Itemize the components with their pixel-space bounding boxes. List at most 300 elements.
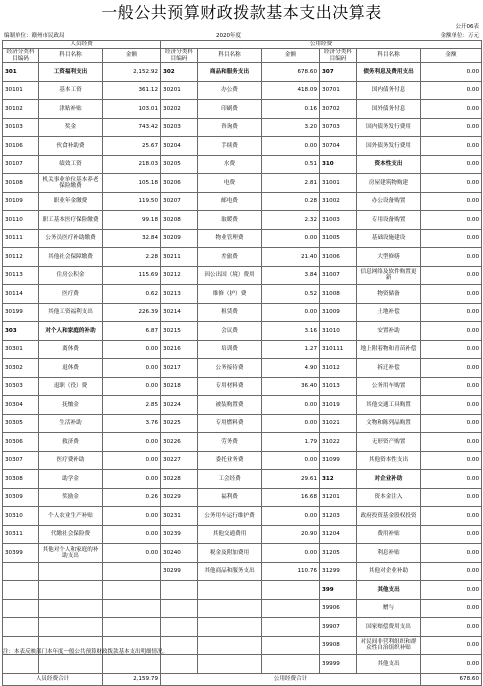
section-personnel: 人员经费 (3, 41, 161, 49)
item-code: 30301 (3, 340, 39, 359)
empty-cell (198, 655, 262, 674)
item-code: 39906 (320, 599, 357, 618)
item-name: 国外债务付息 (357, 100, 421, 119)
empty-cell (198, 618, 262, 637)
item-name: 住房公积金 (39, 266, 103, 285)
item-name: 国内债务付息 (357, 81, 421, 100)
item-name: 电费 (198, 174, 262, 193)
item-amount: 0.00 (262, 396, 320, 415)
item-amount: 6.87 (103, 322, 161, 341)
item-amount: 3.76 (103, 414, 161, 433)
item-amount: 103.01 (103, 100, 161, 119)
item-code: 30224 (161, 396, 198, 415)
item-code: 31005 (320, 229, 357, 248)
item-amount: 36.40 (262, 377, 320, 396)
col-header-name: 科目名称 (39, 49, 103, 63)
item-code: 30109 (3, 192, 39, 211)
item-name: 机关事业单位基本养老保险缴费 (39, 174, 103, 193)
item-amount: 0.00 (103, 377, 161, 396)
table-row (3, 266, 482, 285)
item-amount: 0.00 (103, 433, 161, 452)
item-name: 资本金注入 (357, 488, 421, 507)
item-name: 津贴补贴 (39, 100, 103, 119)
empty-cell (3, 562, 39, 581)
item-name: 国家赔偿费用支出 (357, 618, 421, 637)
table-row (3, 81, 482, 100)
item-code: 30106 (3, 137, 39, 156)
item-code: 30199 (3, 303, 39, 322)
item-amount: 0.00 (103, 340, 161, 359)
item-name: 其他社会保障缴费 (39, 248, 103, 267)
compiling-unit: 编制单位：赣州市民政局 (4, 33, 65, 39)
item-amount: 1.27 (262, 340, 320, 359)
item-name: 邮电费 (198, 192, 262, 211)
item-name: 维修（护）费 (198, 285, 262, 304)
item-name: 工资福利支出 (39, 63, 103, 82)
item-name: 其他工资福利支出 (39, 303, 103, 322)
item-code: 31203 (320, 507, 357, 526)
item-code: 30305 (3, 414, 39, 433)
item-code: 303 (3, 322, 39, 341)
item-name: 其他对企业补助 (357, 562, 421, 581)
item-amount: 0.00 (421, 618, 482, 637)
item-code: 30399 (3, 544, 39, 563)
item-code: 31013 (320, 377, 357, 396)
item-code: 31205 (320, 544, 357, 563)
col-header-name: 科目名称 (357, 49, 421, 63)
item-name: 拆迁补偿 (357, 359, 421, 378)
item-name: 绩效工资 (39, 155, 103, 174)
item-code: 30306 (3, 433, 39, 452)
item-amount: 0.00 (421, 470, 482, 489)
item-amount: 0.00 (421, 562, 482, 581)
item-amount: 0.00 (103, 470, 161, 489)
item-amount: 0.26 (103, 488, 161, 507)
table-row (3, 377, 482, 396)
item-amount: 32.84 (103, 229, 161, 248)
table-row (3, 340, 482, 359)
item-code: 30213 (161, 285, 198, 304)
item-name: 安置补助 (357, 322, 421, 341)
item-code: 30225 (161, 414, 198, 433)
table-row (3, 322, 482, 341)
item-amount: 0.00 (421, 599, 482, 618)
item-name: 退职（役）费 (39, 377, 103, 396)
item-code: 301 (3, 63, 39, 82)
item-amount: 0.00 (262, 451, 320, 470)
item-amount: 20.90 (262, 525, 320, 544)
empty-cell (198, 581, 262, 600)
item-name: 公务用车运行维护费 (198, 507, 262, 526)
table-row (3, 544, 482, 563)
item-amount: 0.00 (421, 525, 482, 544)
table-row (3, 451, 482, 470)
item-amount: 0.00 (421, 433, 482, 452)
item-name: 个人农业生产补贴 (39, 507, 103, 526)
table-row (3, 229, 482, 248)
col-header-amount: 金额 (262, 49, 320, 63)
item-amount: 0.00 (103, 544, 161, 563)
item-amount: 0.00 (421, 655, 482, 674)
table-row (3, 525, 482, 544)
item-code: 30302 (3, 359, 39, 378)
item-amount: 218.03 (103, 155, 161, 174)
item-code: 30111 (3, 229, 39, 248)
item-code: 30216 (161, 340, 198, 359)
item-name: 其他支出 (357, 581, 421, 600)
table-row (3, 507, 482, 526)
table-row (3, 137, 482, 156)
item-name: 国内债务发行费用 (357, 118, 421, 137)
item-name: 职业年金缴费 (39, 192, 103, 211)
item-amount: 3.20 (262, 118, 320, 137)
item-code: 30113 (3, 266, 39, 285)
item-name: 代缴社会保险费 (39, 525, 103, 544)
item-code: 30206 (161, 174, 198, 193)
item-name: 其他交通费用 (198, 525, 262, 544)
col-header-name: 科目名称 (198, 49, 262, 63)
empty-cell (262, 655, 320, 674)
table-row (3, 118, 482, 137)
item-code: 30112 (3, 248, 39, 267)
item-code: 30204 (161, 137, 198, 156)
item-amount: 0.00 (421, 192, 482, 211)
empty-cell (262, 618, 320, 637)
item-amount: 0.00 (262, 303, 320, 322)
item-amount: 678.60 (262, 63, 320, 82)
item-amount: 0.00 (421, 340, 482, 359)
item-amount: 0.00 (421, 636, 482, 655)
item-code: 30702 (320, 100, 357, 119)
item-name: 其他支出 (357, 655, 421, 674)
personnel-total-amount: 2,159.79 (103, 673, 161, 685)
empty-cell (262, 581, 320, 600)
item-amount: 2.85 (103, 396, 161, 415)
empty-cell (39, 581, 103, 600)
item-name: 救济费 (39, 433, 103, 452)
section-public: 公用经费 (161, 41, 482, 49)
table-row (3, 488, 482, 507)
table-row (3, 211, 482, 230)
item-amount: 0.00 (421, 63, 482, 82)
item-amount: 0.00 (421, 581, 482, 600)
item-amount: 25.67 (103, 137, 161, 156)
item-name: 印刷费 (198, 100, 262, 119)
item-code: 30229 (161, 488, 198, 507)
empty-cell (3, 618, 39, 637)
item-name: 医疗费 (39, 285, 103, 304)
item-name: 土地补偿 (357, 303, 421, 322)
item-amount: 0.00 (421, 229, 482, 248)
item-amount: 0.00 (262, 229, 320, 248)
item-amount: 0.00 (421, 174, 482, 193)
item-name: 税金及附加费用 (198, 544, 262, 563)
item-code: 30208 (161, 211, 198, 230)
col-header-code: 经济分类科目编码 (3, 49, 39, 63)
item-amount: 0.28 (262, 192, 320, 211)
item-code: 30205 (161, 155, 198, 174)
empty-cell (39, 655, 103, 674)
item-amount: 4.90 (262, 359, 320, 378)
item-name: 离休费 (39, 340, 103, 359)
empty-cell (198, 636, 262, 655)
empty-cell (161, 655, 198, 674)
item-name: 房屋建筑物购建 (357, 174, 421, 193)
item-name: 职工基本医疗保险缴费 (39, 211, 103, 230)
empty-cell (262, 599, 320, 618)
item-code: 30103 (3, 118, 39, 137)
table-row (3, 618, 482, 637)
item-amount: 0.00 (103, 525, 161, 544)
table-row (3, 63, 482, 82)
item-name: 租赁费 (198, 303, 262, 322)
item-amount: 0.00 (421, 137, 482, 156)
item-name: 债务利息及费用支出 (357, 63, 421, 82)
item-amount: 0.00 (421, 118, 482, 137)
table-row (3, 192, 482, 211)
item-code: 31003 (320, 211, 357, 230)
item-code: 30227 (161, 451, 198, 470)
empty-cell (103, 655, 161, 674)
item-name: 办公设备购置 (357, 192, 421, 211)
item-code: 31007 (320, 266, 357, 285)
item-name: 专用材料费 (198, 377, 262, 396)
item-code: 312 (320, 470, 357, 489)
item-code: 30214 (161, 303, 198, 322)
item-name: 医疗费补助 (39, 451, 103, 470)
item-amount: 1.79 (262, 433, 320, 452)
item-code: 30207 (161, 192, 198, 211)
item-amount: 3.84 (262, 266, 320, 285)
empty-cell (39, 618, 103, 637)
item-code: 30101 (3, 81, 39, 100)
col-header-amount: 金额 (103, 49, 161, 63)
item-amount: 0.00 (103, 359, 161, 378)
item-amount: 0.00 (421, 414, 482, 433)
item-name: 政府投资基金股权投资 (357, 507, 421, 526)
money-unit: 金额单位：万元 (440, 33, 479, 39)
item-amount: 0.00 (421, 544, 482, 563)
item-name: 商品和服务支出 (198, 63, 262, 82)
item-code: 399 (320, 581, 357, 600)
item-amount: 0.00 (262, 414, 320, 433)
item-amount: 2,152.92 (103, 63, 161, 82)
col-header-amount: 金额 (421, 49, 482, 63)
table-row (3, 359, 482, 378)
item-code: 31006 (320, 248, 357, 267)
item-name: 咨询费 (198, 118, 262, 137)
empty-cell (161, 599, 198, 618)
table-row (3, 655, 482, 674)
item-amount: 361.12 (103, 81, 161, 100)
item-amount: 3.16 (262, 322, 320, 341)
item-name: 水费 (198, 155, 262, 174)
empty-cell (103, 618, 161, 637)
totals-row (3, 673, 482, 685)
item-name: 费用补贴 (357, 525, 421, 544)
item-amount: 743.42 (103, 118, 161, 137)
item-code: 31099 (320, 451, 357, 470)
item-code: 302 (161, 63, 198, 82)
item-name: 其他资本性支出 (357, 451, 421, 470)
item-code: 310 (320, 155, 357, 174)
item-name: 对民间非营利组织和群众性自治组织补贴 (357, 636, 421, 655)
empty-cell (161, 618, 198, 637)
item-code: 30217 (161, 359, 198, 378)
item-code: 30108 (3, 174, 39, 193)
empty-cell (3, 655, 39, 674)
col-header-code: 经济分类科目编码 (320, 49, 357, 63)
item-name: 退休费 (39, 359, 103, 378)
item-amount: 115.69 (103, 266, 161, 285)
item-code: 30201 (161, 81, 198, 100)
item-amount: 0.51 (262, 155, 320, 174)
item-code: 30309 (3, 488, 39, 507)
table-row (3, 303, 482, 322)
item-code: 30704 (320, 137, 357, 156)
item-code: 30226 (161, 433, 198, 452)
item-code: 31009 (320, 303, 357, 322)
item-code: 39908 (320, 636, 357, 655)
item-code: 30209 (161, 229, 198, 248)
expenditure-table (2, 40, 482, 686)
item-name: 对个人和家庭的补助 (39, 322, 103, 341)
item-name: 其他商品和服务支出 (198, 562, 262, 581)
item-amount: 0.16 (262, 100, 320, 119)
item-amount: 0.00 (421, 322, 482, 341)
item-code: 39999 (320, 655, 357, 674)
col-header-code: 经济分类科目编码 (161, 49, 198, 63)
item-name: 抚恤金 (39, 396, 103, 415)
table-row (3, 155, 482, 174)
item-code: 307 (320, 63, 357, 82)
item-name: 办公费 (198, 81, 262, 100)
item-name: 文物和陈列品购置 (357, 414, 421, 433)
item-code: 30228 (161, 470, 198, 489)
item-code: 30240 (161, 544, 198, 563)
item-amount: 119.50 (103, 192, 161, 211)
item-amount: 0.00 (421, 266, 482, 285)
item-name: 物业管理费 (198, 229, 262, 248)
item-amount: 99.18 (103, 211, 161, 230)
form-number: 公开06表 (455, 24, 479, 30)
item-code: 30304 (3, 396, 39, 415)
item-amount: 0.00 (421, 377, 482, 396)
item-code: 30215 (161, 322, 198, 341)
item-amount: 0.00 (421, 248, 482, 267)
item-code: 31012 (320, 359, 357, 378)
item-code: 30703 (320, 118, 357, 137)
item-amount: 0.00 (421, 285, 482, 304)
item-name: 福利费 (198, 488, 262, 507)
section-header-row (3, 41, 482, 49)
item-name: 资本性支出 (357, 155, 421, 174)
item-name: 公务接待费 (198, 359, 262, 378)
item-code: 30107 (3, 155, 39, 174)
table-row (3, 581, 482, 600)
item-name: 地上附着物和青苗补偿 (357, 340, 421, 359)
item-amount: 0.00 (421, 211, 482, 230)
item-amount: 0.00 (421, 507, 482, 526)
item-amount: 0.52 (262, 285, 320, 304)
item-amount: 0.00 (421, 81, 482, 100)
empty-cell (103, 562, 161, 581)
item-amount: 110.76 (262, 562, 320, 581)
item-amount: 16.68 (262, 488, 320, 507)
item-code: 31001 (320, 174, 357, 193)
item-amount: 105.18 (103, 174, 161, 193)
item-code: 30231 (161, 507, 198, 526)
item-name: 差旅费 (198, 248, 262, 267)
column-header-row (3, 49, 482, 63)
item-code: 31299 (320, 562, 357, 581)
item-name: 利息补贴 (357, 544, 421, 563)
item-name: 基本工资 (39, 81, 103, 100)
item-code: 30110 (3, 211, 39, 230)
table-row (3, 470, 482, 489)
public-total-amount: 678.60 (421, 673, 482, 685)
item-code: 30299 (161, 562, 198, 581)
item-name: 大型修缮 (357, 248, 421, 267)
table-row (3, 285, 482, 304)
item-code: 30303 (3, 377, 39, 396)
item-code: 30239 (161, 525, 198, 544)
item-code: 30218 (161, 377, 198, 396)
personnel-total-label: 人员经费合计 (3, 673, 103, 685)
item-code: 30311 (3, 525, 39, 544)
item-amount: 0.00 (421, 303, 482, 322)
item-amount: 0.00 (421, 396, 482, 415)
empty-cell (3, 581, 39, 600)
item-name: 奖励金 (39, 488, 103, 507)
fiscal-year: 2020年度 (216, 33, 241, 39)
item-code: 31204 (320, 525, 357, 544)
item-code: 30211 (161, 248, 198, 267)
item-name: 奖金 (39, 118, 103, 137)
item-amount: 0.00 (262, 544, 320, 563)
item-name: 培训费 (198, 340, 262, 359)
item-name: 伙食补助费 (39, 137, 103, 156)
item-name: 被装购置费 (198, 396, 262, 415)
item-name: 公务用车购置 (357, 377, 421, 396)
item-code: 39907 (320, 618, 357, 637)
footnote: 注：本表反映部门本年度一般公共预算财政拨款基本支出明细情况。 (3, 649, 169, 655)
item-name: 物资储备 (357, 285, 421, 304)
item-name: 会议费 (198, 322, 262, 341)
item-name: 工会经费 (198, 470, 262, 489)
item-amount: 418.09 (262, 81, 320, 100)
item-code: 31022 (320, 433, 357, 452)
item-code: 31019 (320, 396, 357, 415)
item-code: 30202 (161, 100, 198, 119)
item-code: 30102 (3, 100, 39, 119)
empty-cell (3, 599, 39, 618)
item-name: 劳务费 (198, 433, 262, 452)
item-name: 专用燃料费 (198, 414, 262, 433)
empty-cell (161, 581, 198, 600)
table-row (3, 599, 482, 618)
item-name: 信息网络及软件购置更新 (357, 266, 421, 285)
table-row (3, 174, 482, 193)
item-amount: 0.00 (103, 451, 161, 470)
item-code: 30212 (161, 266, 198, 285)
empty-cell (39, 599, 103, 618)
table-row (3, 396, 482, 415)
item-amount: 2.81 (262, 174, 320, 193)
item-amount: 2.28 (103, 248, 161, 267)
item-name: 其他对个人和家庭的补助支出 (39, 544, 103, 563)
empty-cell (262, 636, 320, 655)
